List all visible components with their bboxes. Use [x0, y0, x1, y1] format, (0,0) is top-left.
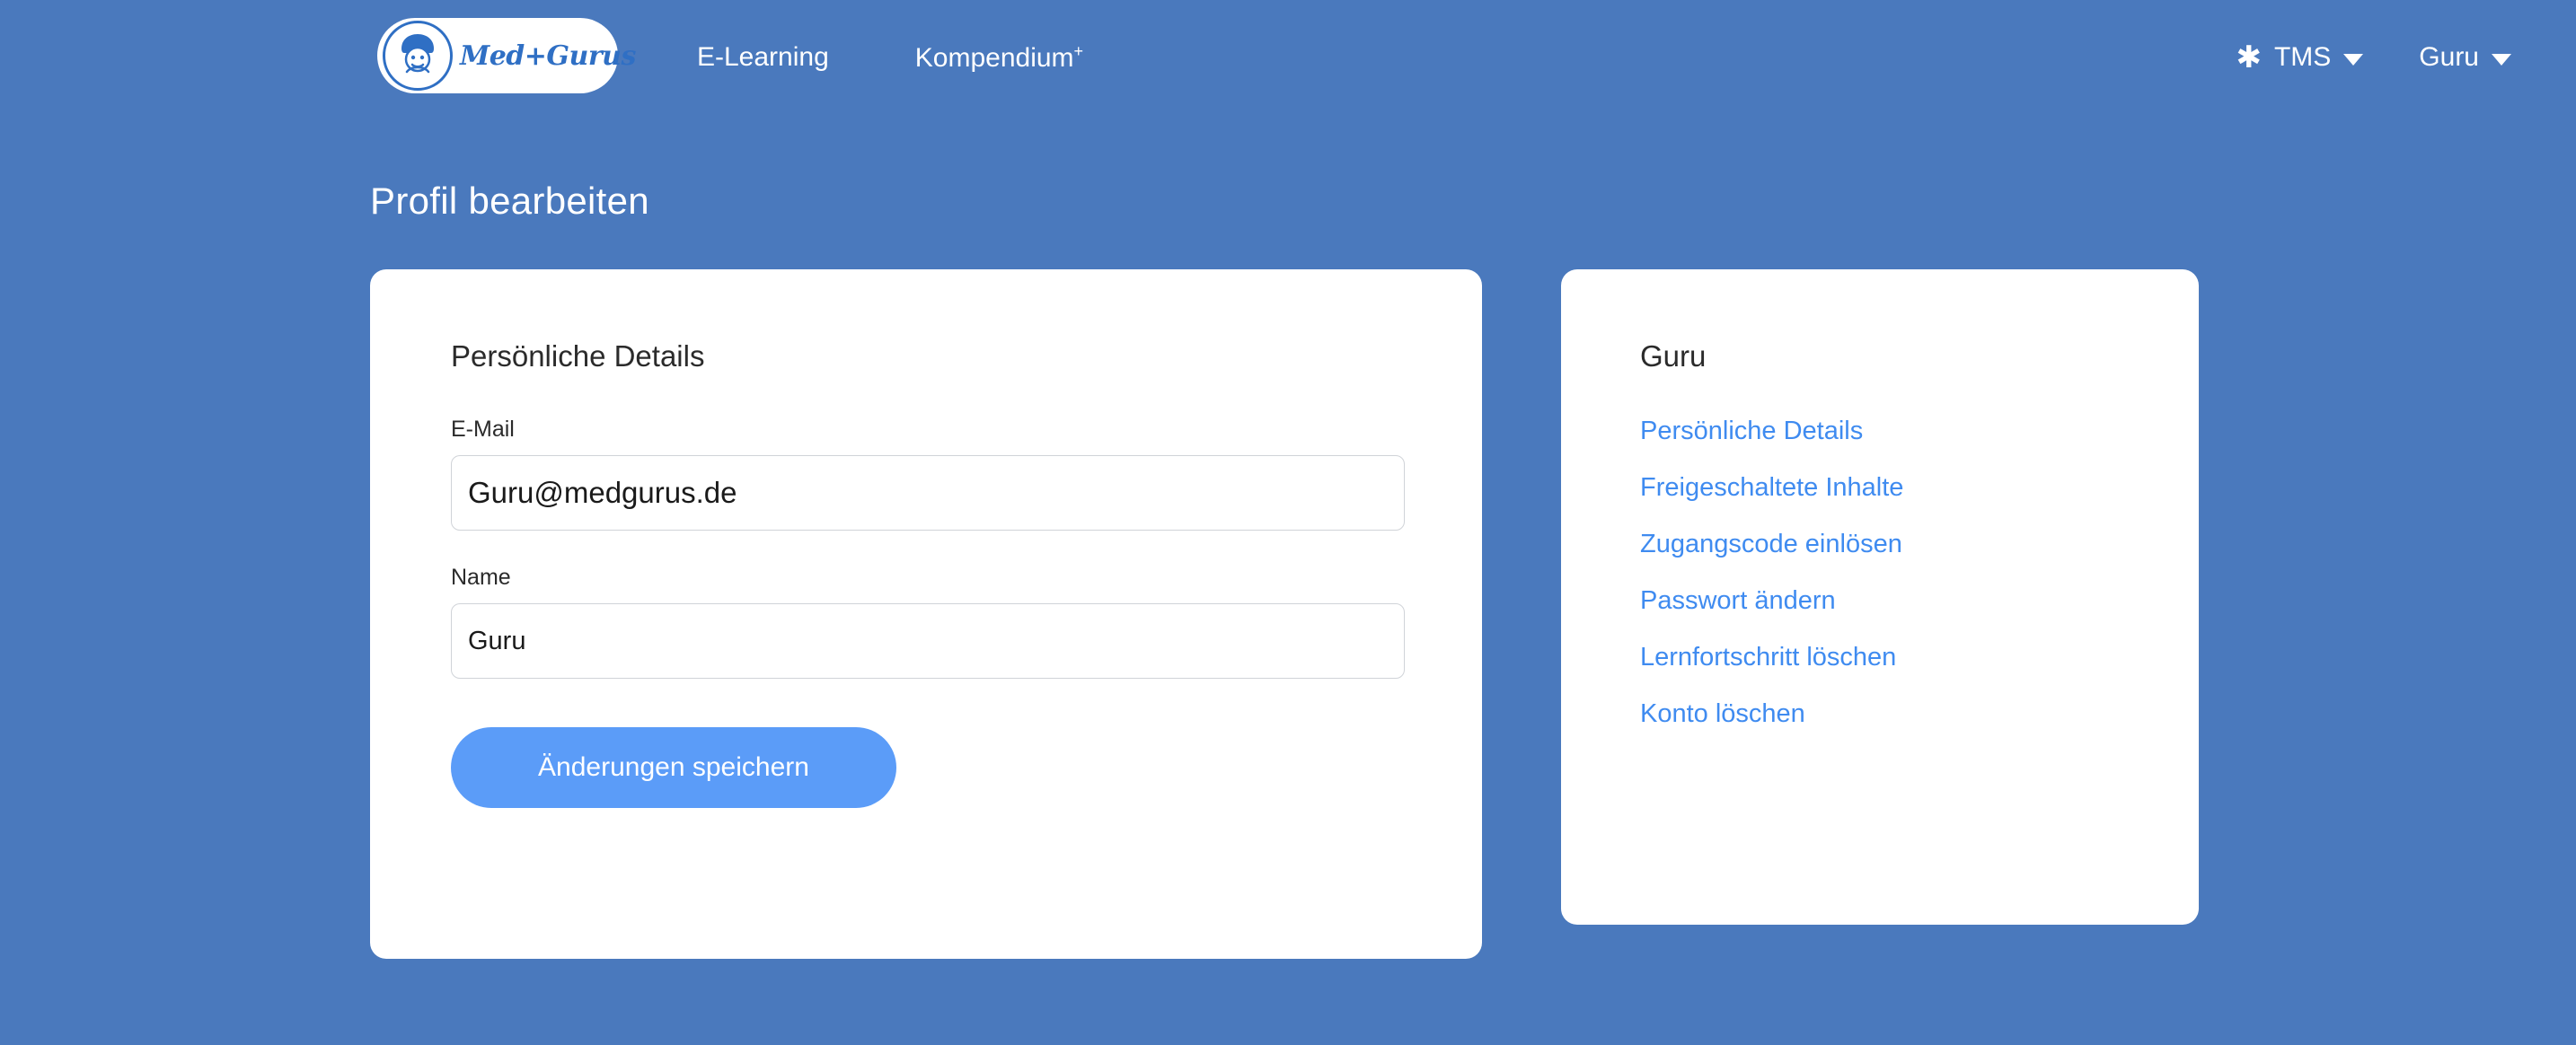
name-field-label: Name	[451, 565, 511, 590]
name-field[interactable]	[451, 603, 1405, 679]
chevron-down-icon	[2343, 54, 2363, 66]
top-navigation-bar	[0, 0, 2576, 115]
personal-details-card	[370, 269, 1482, 959]
header-right-group	[2236, 0, 2511, 115]
link-passwort-aendern[interactable]: Passwort ändern	[1640, 586, 1836, 615]
nav-item-elearning-label: E-Learning	[697, 42, 829, 72]
doctor-avatar-icon	[383, 21, 453, 91]
email-field-value: Guru@medgurus.de	[468, 476, 737, 509]
name-field-value: Guru	[468, 626, 526, 655]
email-field[interactable]	[451, 455, 1405, 531]
logo-wordmark: Med+Gurus	[460, 40, 636, 72]
content-area	[370, 269, 2576, 959]
site-logo[interactable]	[377, 18, 636, 93]
tms-menu-label: TMS	[2273, 42, 2332, 72]
account-menu-heading: Guru	[1640, 339, 1707, 373]
link-zugangscode-einloesen[interactable]: Zugangscode einlösen	[1640, 530, 1902, 558]
tms-menu[interactable]	[2236, 42, 2363, 73]
page-title: Profil bearbeiten	[370, 180, 649, 222]
save-changes-button[interactable]: Änderungen speichern	[451, 727, 896, 808]
link-freigeschaltete-inhalte[interactable]: Freigeschaltete Inhalte	[1640, 473, 1904, 502]
nav-item-kompendium-sup: +	[1073, 41, 1084, 60]
account-menu-card	[1561, 269, 2199, 925]
nav-item-kompendium-label: Kompendium	[914, 42, 1074, 73]
asterisk-icon: ✱	[2236, 40, 2262, 75]
nav-item-elearning[interactable]	[697, 42, 829, 73]
account-menu-links	[1640, 417, 2145, 729]
nav-item-kompendium[interactable]	[915, 42, 1083, 74]
email-field-label: E-Mail	[451, 417, 515, 442]
user-menu-label: Guru	[2419, 42, 2479, 72]
user-menu[interactable]	[2419, 42, 2511, 73]
chevron-down-icon	[2492, 54, 2511, 66]
main-nav	[697, 42, 1083, 74]
link-lernfortschritt-loeschen[interactable]: Lernfortschritt löschen	[1640, 643, 1897, 672]
link-konto-loeschen[interactable]: Konto löschen	[1640, 699, 1805, 728]
personal-details-heading: Persönliche Details	[451, 339, 705, 373]
link-persoenliche-details[interactable]: Persönliche Details	[1640, 417, 1864, 445]
